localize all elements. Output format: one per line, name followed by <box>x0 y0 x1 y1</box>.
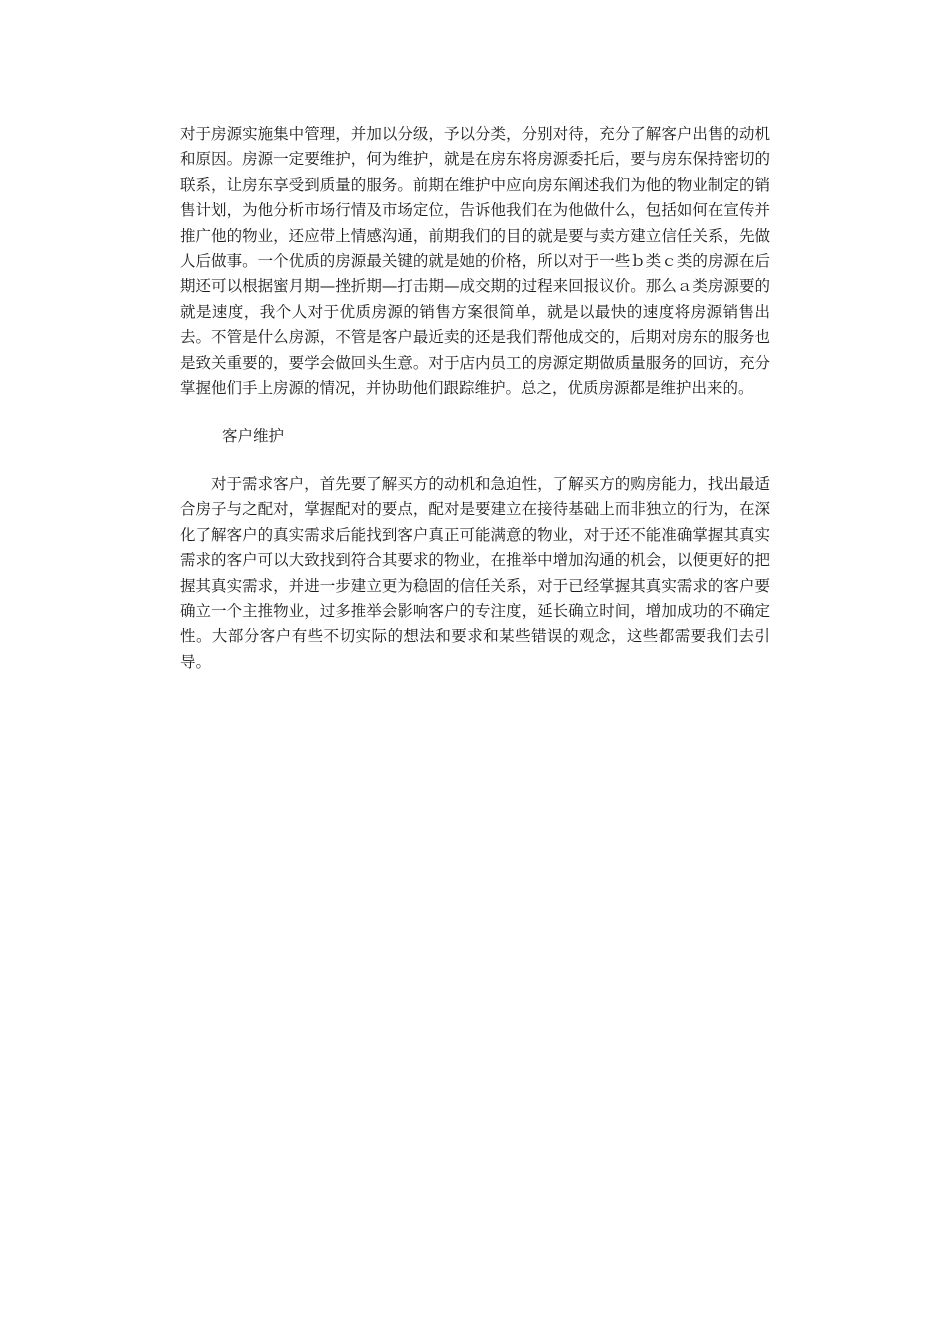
section-heading: 客户维护 <box>222 427 285 446</box>
document-page <box>180 122 770 675</box>
body-paragraph-customer-maintenance: 对于需求客户，首先要了解买方的动机和急迫性，了解买方的购房能力，找出最适合房子与之配对，掌握配对的要点，配对是要建立在接待基础上而非独立的行为，在深化了解客户的真实需求后能找到客户真正可能满意的物业，对于还不能准确掌握其真实需求的客户可以大致找到符合其要求的物业，在推举中增加沟通的机会，以便更好的把握其真实需求，并进一步建立更为稳固的信任关系，对于已经掌握其真实需求的客户要确立一个主推物业，过多推举会影响客户的专注度，延长确立时间，增加成功的不确定性。大部分客户有些不切实际的想法和要求和某些错误的观念，这些都需要我们去引导。 <box>180 474 770 671</box>
body-paragraph-listing-maintenance: 对于房源实施集中管理，并加以分级，予以分类，分别对待，充分了解客户出售的动机和原因。房源一定要维护，何为维护，就是在房东将房源委托后，要与房东保持密切的联系，让房东享受到质量的服务。前期在维护中应向房东阐述我们为他的物业制定的销售计划，为他分析市场行情及市场定位，告诉他我们在为他做什么，包括如何在宣传并推广他的物业，还应带上情感沟通，前期我们的目的就是要与卖方建立信任关系，先做人后做事。一个优质的房源最关键的就是她的价格，所以对于一些ｂ类ｃ类的房源在后期还可以根据蜜月期—挫折期—打击期—成交期的过程来回报议价。那么ａ类房源要的就是速度，我个人对于优质房源的销售方案很简单，就是以最快的速度将房源销售出去。不管是什么房源，不管是客户最近卖的还是我们帮他成交的，后期对房东的服务也是致关重要的，要学会做回头生意。对于店内员工的房源定期做质量服务的回访，充分掌握他们手上房源的情况，并协助他们跟踪维护。总之，优质房源都是维护出来的。 <box>180 125 770 398</box>
